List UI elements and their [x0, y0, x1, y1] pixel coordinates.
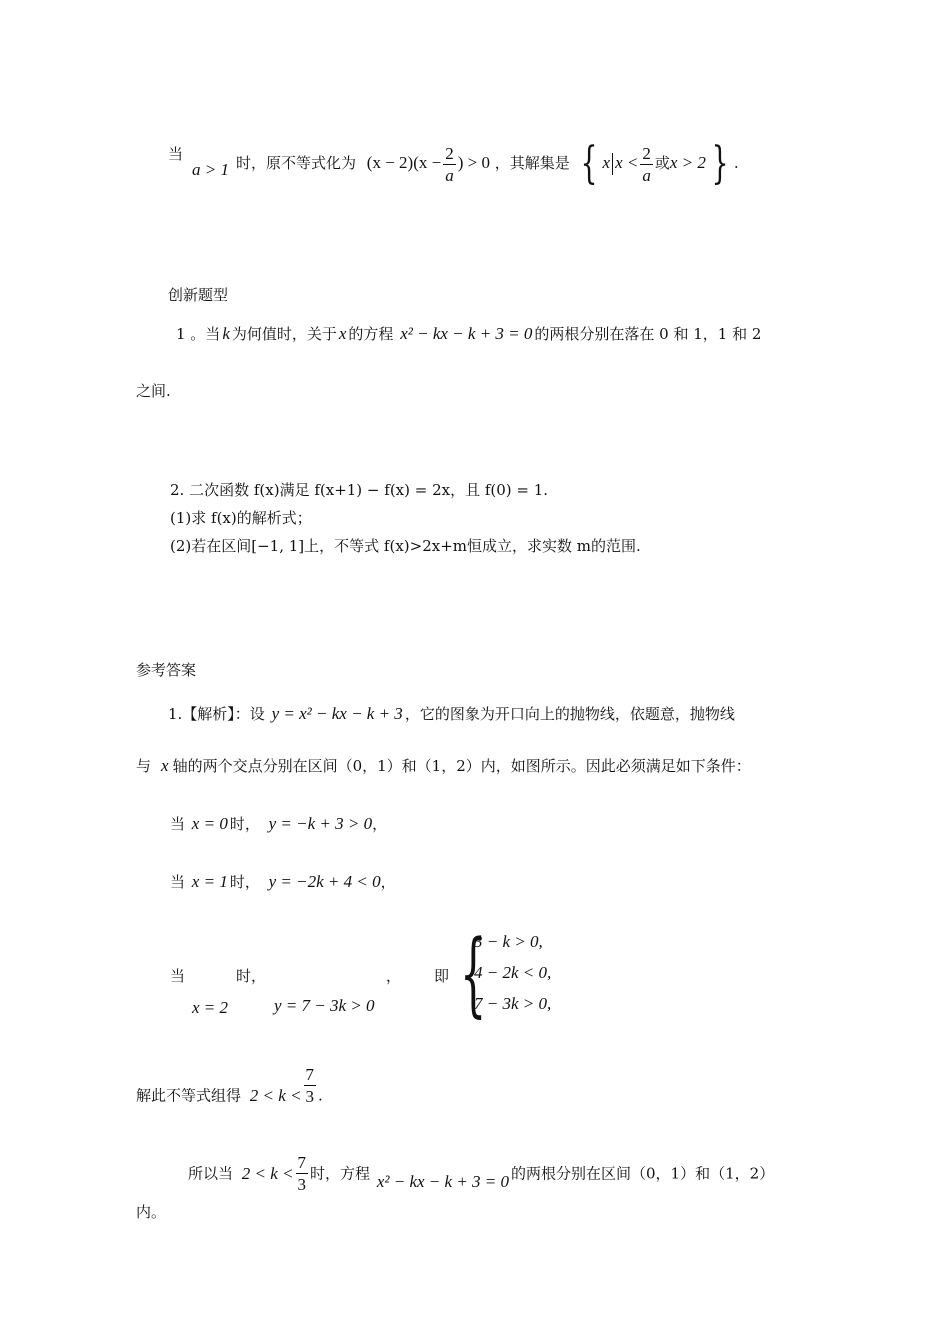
- solve-fraction: [304, 1066, 317, 1105]
- solve-numerator: 7: [305, 1065, 315, 1084]
- c3-text: 时，: [236, 967, 267, 985]
- expr-right: ) > 0: [457, 153, 490, 172]
- c3-when: 当: [170, 967, 186, 985]
- concl-numerator: 7: [297, 1153, 307, 1172]
- a1-intro: 1.【解析】：设: [168, 705, 265, 723]
- solve-lhs: 2 < k <: [249, 1085, 302, 1105]
- c3-y: y = 7 − 3k > 0: [274, 996, 375, 1015]
- c2-y: y = −2k + 4 < 0: [268, 872, 381, 891]
- set-end: .: [733, 154, 739, 172]
- question-2-line-1: 2. 二次函数 f(x)满足 f(x+1) − f(x) = 2x，且 f(0) = 1.: [170, 481, 549, 499]
- q1-text-c: 的方程: [348, 325, 394, 343]
- c2-text: 时，: [229, 873, 260, 891]
- solve-denominator: 3: [305, 1087, 315, 1106]
- concl-equation: x² − kx − k + 3 = 0: [376, 1171, 510, 1191]
- c2-when: 当: [170, 873, 186, 891]
- concl-fraction: [296, 1154, 309, 1193]
- system-row-3: 7 − 3k > 0,: [474, 994, 552, 1013]
- solve-end: .: [318, 1086, 323, 1105]
- q1-var-k: k: [222, 324, 230, 343]
- fraction-numerator: 2: [445, 143, 454, 163]
- c1-y: y = −k + 3 > 0: [268, 814, 373, 833]
- text-when: 当: [168, 145, 184, 163]
- set-lt: x <: [615, 153, 639, 172]
- question-2-line-3: (2)若在区间[−1, 1]上，不等式 f(x)>2x+m恒成立，求实数 m的范围.: [170, 537, 641, 555]
- c1-comma: ，: [372, 815, 388, 833]
- set-fraction-numerator: 2: [642, 143, 651, 163]
- fraction-denominator: a: [445, 165, 454, 185]
- concl-text-b: 时，方程: [310, 1164, 371, 1183]
- q1-var-x: x: [338, 324, 347, 343]
- a1-line2-x: x: [161, 756, 169, 775]
- set-var: x: [602, 153, 611, 172]
- answer-1-line-1: [168, 704, 735, 724]
- concl-denominator: 3: [297, 1175, 307, 1194]
- set-fraction-denominator: a: [642, 165, 651, 185]
- c1-when: 当: [170, 815, 186, 833]
- answer-1-line-2: [136, 756, 751, 776]
- concl-lhs: 2 < k <: [241, 1163, 294, 1183]
- c2-x: x = 1: [191, 872, 228, 891]
- conclusion-line-1: [188, 1154, 774, 1193]
- solution-line-a-gt-1-rest: [236, 138, 739, 189]
- solution-line-a-gt-1: [168, 144, 183, 164]
- left-brace-icon: {: [580, 138, 597, 189]
- concl-text-c: 的两根分别在区间（0，1）和（1，2）: [511, 1164, 775, 1183]
- set-fraction: [640, 145, 653, 184]
- c1-x: x = 0: [191, 814, 228, 833]
- a1-function: y = x² − kx − k + 3: [271, 704, 403, 723]
- q1-text-d: 的两根分别在落在 0 和 1，1 和 2: [534, 325, 762, 343]
- concl-text-a: 所以当: [188, 1164, 234, 1183]
- q1-intro: 1 。当: [176, 325, 221, 343]
- section-title: 创新题型: [168, 286, 229, 304]
- system-row-2: 4 − 2k < 0,: [474, 963, 552, 982]
- answers-title: 参考答案: [136, 661, 197, 679]
- q1-equation: x² − kx − k + 3 = 0: [400, 324, 533, 343]
- text-solution-set: ，其解集是: [494, 154, 570, 172]
- question-2-line-2: (1)求 f(x)的解析式；: [170, 509, 312, 527]
- expr-left: (x − 2)(x −: [366, 153, 442, 172]
- c3-ji: 即: [434, 967, 450, 985]
- a1-text-b: ，它的图象为开口向上的抛物线，依题意，抛物线: [404, 705, 735, 723]
- a1-line2-a: 与: [136, 757, 152, 775]
- c1-text: 时，: [229, 815, 260, 833]
- question-1-line-1: [176, 324, 761, 344]
- condition-a-gt-1: a > 1: [192, 160, 229, 179]
- question-1-line-2: 之间.: [136, 382, 171, 400]
- a1-line2-b: 轴的两个交点分别在区间（0，1）和（1，2）内，如图所示。因此必须满足如下条件：: [172, 757, 751, 775]
- conclusion-line-2: 内。: [136, 1203, 167, 1221]
- solve-text: 解此不等式组得: [136, 1086, 242, 1105]
- condition-x-0: [170, 814, 387, 834]
- solve-line: [136, 1065, 323, 1115]
- c3-comma: ，: [386, 967, 402, 985]
- system-brace-icon: {: [460, 920, 487, 1027]
- c3-x: x = 2: [192, 998, 229, 1017]
- text-transform: 时，原不等式化为: [236, 154, 357, 172]
- q1-text-b: 为何值时，关于: [231, 325, 337, 343]
- set-or: 或: [654, 154, 670, 172]
- system-row-1: 3 − k > 0,: [474, 932, 543, 951]
- set-gt: x > 2: [669, 153, 706, 172]
- condition-x-1: [170, 872, 396, 892]
- right-brace-icon: }: [711, 138, 729, 189]
- c2-comma: ，: [380, 873, 396, 891]
- set-bar: [612, 153, 613, 175]
- fraction-2-over-a: [443, 145, 456, 184]
